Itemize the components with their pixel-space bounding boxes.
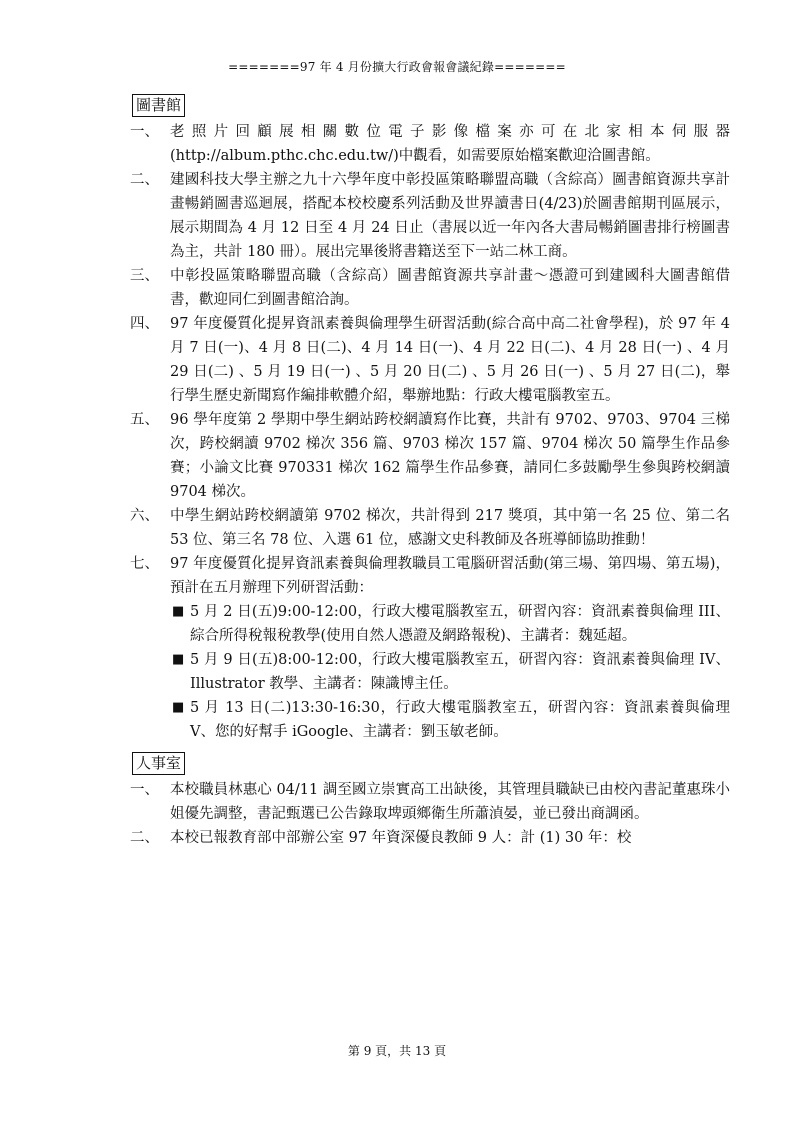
item-number: 四、	[130, 316, 159, 332]
list-item	[130, 826, 730, 850]
sub-item-text: 5 月 9 日(五)8:00-12:00，行政大樓電腦教室五，研習內容：資訊素養與倫理 IV、Illustrator 教學、主講者：陳識博主任。	[190, 652, 730, 692]
item-text: 老照片回顧展相關數位電子影像檔案亦可在北家相本伺服器(http://album.pthc.chc.edu.tw/)中觀看，如需要原始檔案歡迎洽圖書館。	[170, 124, 730, 164]
item-text: 本校已報教育部中部辦公室 97 年資深優良教師 9 人：計 (1) 30 年：校	[170, 830, 632, 846]
item-number: 一、	[130, 124, 159, 140]
sub-list-item	[170, 648, 730, 696]
section-title-library: 圖書館	[132, 94, 185, 117]
item-text: 本校職員林惠心 04/11 調至國立崇實高工出缺後，其管理員職缺已由校內書記董惠珠小姐優先調整，書記甄選已公告錄取埤頭鄉衛生所蕭湞晏，並已發出商調函。	[170, 782, 730, 822]
item-number: 三、	[130, 268, 159, 284]
page-footer: 第 9 頁，共 13 頁	[347, 1044, 447, 1058]
item-text: 中學生網站跨校網讀第 9702 梯次，共計得到 217 獎項，其中第一名 25 位、第二名 53 位、第三名 78 位、入選 61 位，感謝文史科教師及各班導師協助推動！	[170, 508, 730, 548]
item-text: 中彰投區策略聯盟高職（含綜高）圖書館資源共享計畫～憑證可到建國科大圖書館借書，歡迎同仁到圖書館洽詢。	[170, 268, 730, 308]
list-item	[130, 168, 730, 264]
item-number: 七、	[130, 556, 159, 572]
sub-list-item	[170, 696, 730, 744]
section-personnel	[130, 750, 730, 850]
sub-item-text: 5 月 2 日(五)9:00-12:00，行政大樓電腦教室五，研習內容：資訊素養與倫理 III、綜合所得稅報稅教學(使用自然人憑證及網路報稅)、主講者：魏延超。	[190, 604, 730, 644]
section-title-personnel: 人事室	[132, 752, 185, 775]
item-text: 97 年度優質化提昇資訊素養與倫理學生研習活動(綜合高中高二社會學程)，於 97 年 4 月 7 日(一)、4 月 8 日(二)、4 月 14 日(一)、4 月 22 日(二)、4 月 28 日(一) 、4 月 29 日(二) 、5 月 19 日(一) 、5 月 20 日(二) 、5 月 26 日(一) 、5 月 27 日(二)，舉行學生歷史新聞寫作編排軟體介紹，舉辦地點：行政大樓電腦教室五。	[170, 316, 730, 404]
item-number: 六、	[130, 508, 159, 524]
document-body	[130, 92, 730, 856]
list-item	[130, 408, 730, 504]
sub-list-item	[170, 600, 730, 648]
square-bullet-icon: ■	[172, 604, 185, 619]
page-header: =======97 年 4 月份擴大行政會報會議紀錄=======	[228, 60, 566, 74]
list-item	[130, 312, 730, 408]
item-text: 建國科技大學主辦之九十六學年度中彰投區策略聯盟高職（含綜高）圖書館資源共享計畫暢銷圖書巡迴展，搭配本校校慶系列活動及世界讀書日(4/23)於圖書館期刊區展示，展示期間為 4 月 12 日至 4 月 24 日止（書展以近一年內各大書局暢銷圖書排行榜圖書為主，共計 180 冊）。展出完畢後將書籍送至下一站二林工商。	[170, 172, 730, 260]
item-number: 一、	[130, 782, 159, 798]
item-text: 96 學年度第 2 學期中學生網站跨校網讀寫作比賽，共計有 9702、9703、9704 三梯次，跨校網讀 9702 梯次 356 篇、9703 梯次 157 篇、9704 梯次 50 篇學生作品參賽；小論文比賽 970331 梯次 162 篇學生作品參賽，請同仁多鼓勵學生參與跨校網讀 9704 梯次。	[170, 412, 730, 500]
list-item	[130, 778, 730, 826]
item-number: 二、	[130, 172, 159, 188]
list-item	[130, 120, 730, 168]
square-bullet-icon: ■	[172, 652, 185, 667]
square-bullet-icon: ■	[172, 700, 185, 715]
list-item	[130, 552, 730, 600]
item-number: 五、	[130, 412, 159, 428]
item-number: 二、	[130, 830, 159, 846]
section-library	[130, 92, 730, 744]
item-text: 97 年度優質化提昇資訊素養與倫理教職員工電腦研習活動(第三場、第四場、第五場)，預計在五月辦理下列研習活動：	[170, 556, 730, 596]
list-item	[130, 264, 730, 312]
list-item	[130, 504, 730, 552]
sub-item-text: 5 月 13 日(二)13:30-16:30，行政大樓電腦教室五，研習內容：資訊素養與倫理 V、您的好幫手 iGoogle、主講者：劉玉敏老師。	[190, 700, 730, 740]
